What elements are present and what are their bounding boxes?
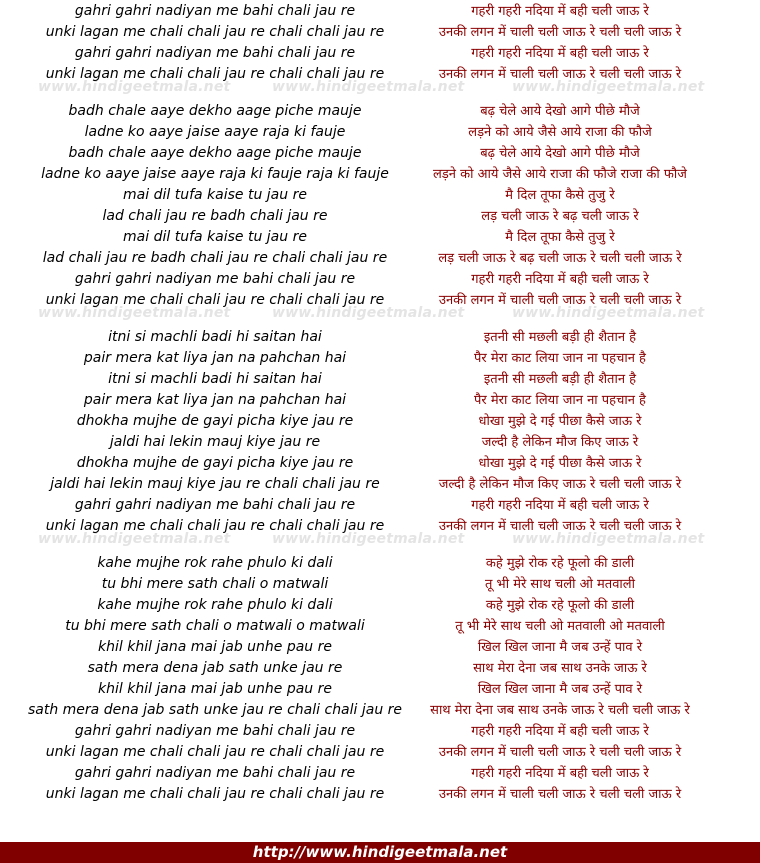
hindi-lyric-line: गहरी गहरी नदिया में बही चली जाऊ रे xyxy=(471,724,649,739)
hindi-lyric-line: कहे मुझे रोक रहे फूलो की डाली xyxy=(485,556,635,571)
hindi-lyric-line: गहरी गहरी नदिया में बही चली जाऊ रे xyxy=(471,4,649,19)
roman-lyric-line: ladne ko aaye jaise aaye raja ki fauje raja ki fauje xyxy=(41,166,389,182)
watermark-text: www.hindigeetmala.net xyxy=(272,305,465,321)
hindi-lyric-line: साथ मेरा देना जब साथ उनके जाऊ रे चली चली जाऊ रे xyxy=(430,703,690,718)
roman-lyric-line: badh chale aaye dekho aage piche mauje xyxy=(68,103,362,119)
roman-lyric-line: tu bhi mere sath chali o matwali xyxy=(101,576,329,592)
hindi-lyric-line: लड़ने को आये जैसे आये राजा की फौजे राजा की फौजे xyxy=(433,167,687,182)
watermark-text: www.hindigeetmala.net xyxy=(38,531,231,547)
roman-lyric-line: khil khil jana mai jab unhe pau re xyxy=(98,639,332,655)
roman-lyric-line: unki lagan me chali chali jau re chali chali jau re xyxy=(45,786,385,802)
roman-lyric-line: mai dil tufa kaise tu jau re xyxy=(123,187,307,203)
roman-lyric-line: gahri gahri nadiyan me bahi chali jau re xyxy=(74,271,356,287)
hindi-lyric-line: पैर मेरा काट लिया जान ना पहचान है xyxy=(474,351,646,366)
hindi-lyric-line: खिल खिल जाना मै जब उन्हें पाव रे xyxy=(477,682,643,697)
watermark-text: www.hindigeetmala.net xyxy=(272,531,465,547)
site-link[interactable]: http://www.hindigeetmala.net xyxy=(252,843,508,861)
watermark-text: www.hindigeetmala.net xyxy=(512,305,705,321)
roman-lyric-line: kahe mujhe rok rahe phulo ki dali xyxy=(97,597,333,613)
roman-lyric-line: dhokha mujhe de gayi picha kiye jau re xyxy=(76,413,354,429)
hindi-lyric-line: उनकी लगन में चाली चली जाऊ रे चली चली जाऊ रे xyxy=(438,67,682,82)
roman-lyric-line: gahri gahri nadiyan me bahi chali jau re xyxy=(74,3,356,19)
watermark-text: www.hindigeetmala.net xyxy=(38,79,231,95)
roman-lyric-line: unki lagan me chali chali jau re chali chali jau re xyxy=(45,744,385,760)
roman-lyric-line: gahri gahri nadiyan me bahi chali jau re xyxy=(74,765,356,781)
hindi-lyric-line: गहरी गहरी नदिया में बही चली जाऊ रे xyxy=(471,498,649,513)
site-footer-bar xyxy=(0,842,760,863)
hindi-lyric-line: जल्दी है लेकिन मौज किए जाऊ रे xyxy=(481,435,639,450)
hindi-lyric-line: गहरी गहरी नदिया में बही चली जाऊ रे xyxy=(471,46,649,61)
hindi-lyric-line: खिल खिल जाना मै जब उन्हें पाव रे xyxy=(477,640,643,655)
roman-lyric-line: itni si machli badi hi saitan hai xyxy=(108,329,322,345)
hindi-lyric-line: साथ मेरा देना जब साथ उनके जाऊ रे xyxy=(473,661,647,676)
hindi-lyric-line: उनकी लगन में चाली चली जाऊ रे चली चली जाऊ रे xyxy=(438,745,682,760)
roman-lyric-line: lad chali jau re badh chali jau re xyxy=(102,208,328,224)
hindi-lyric-line: तू भी मेरे साथ चली ओ मतवाली ओ मतवाली xyxy=(455,619,665,634)
roman-lyric-line: lad chali jau re badh chali jau re chali chali jau re xyxy=(42,250,388,266)
hindi-lyric-line: उनकी लगन में चाली चली जाऊ रे चली चली जाऊ रे xyxy=(438,25,682,40)
roman-lyric-line: gahri gahri nadiyan me bahi chali jau re xyxy=(74,45,356,61)
hindi-lyric-line: उनकी लगन में चाली चली जाऊ रे चली चली जाऊ रे xyxy=(438,293,682,308)
hindi-lyric-line: बढ़ चेले आये देखो आगे पीछे मौजे xyxy=(480,146,640,161)
hindi-lyric-line: धोखा मुझे दे गई पीछा कैसे जाऊ रे xyxy=(478,456,642,471)
hindi-lyric-line: धोखा मुझे दे गई पीछा कैसे जाऊ रे xyxy=(478,414,642,429)
hindi-lyric-line: जल्दी है लेकिन मौज किए जाऊ रे चली चली जाऊ रे xyxy=(438,477,682,492)
hindi-lyric-line: लड़ने को आये जैसे आये राजा की फौजे xyxy=(468,125,652,140)
roman-lyric-line: unki lagan me chali chali jau re chali chali jau re xyxy=(45,518,385,534)
roman-lyric-line: jaldi hai lekin mauj kiye jau re chali chali jau re xyxy=(50,476,380,492)
roman-lyric-line: pair mera kat liya jan na pahchan hai xyxy=(83,392,347,408)
watermark-text: www.hindigeetmala.net xyxy=(512,531,705,547)
roman-lyric-line: jaldi hai lekin mauj kiye jau re xyxy=(109,434,321,450)
roman-lyric-line: kahe mujhe rok rahe phulo ki dali xyxy=(97,555,333,571)
hindi-lyric-line: कहे मुझे रोक रहे फूलो की डाली xyxy=(485,598,635,613)
roman-lyric-line: tu bhi mere sath chali o matwali o matwali xyxy=(65,618,365,634)
roman-lyric-line: mai dil tufa kaise tu jau re xyxy=(123,229,307,245)
roman-lyric-line: khil khil jana mai jab unhe pau re xyxy=(98,681,332,697)
roman-lyric-line: sath mera dena jab sath unke jau re chali chali jau re xyxy=(27,702,403,718)
hindi-lyric-line: बढ़ चेले आये देखो आगे पीछे मौजे xyxy=(480,104,640,119)
hindi-lyric-line: इतनी सी मछली बड़ी ही शैतान है xyxy=(483,372,637,387)
hindi-lyric-line: लड़ चली जाऊ रे बढ़ चली जाऊ रे xyxy=(481,209,639,224)
hindi-lyric-line: पैर मेरा काट लिया जान ना पहचान है xyxy=(474,393,646,408)
roman-lyric-line: unki lagan me chali chali jau re chali chali jau re xyxy=(45,292,385,308)
hindi-lyric-line: मै दिल तूफा कैसे तुजु रे xyxy=(505,188,615,203)
hindi-lyric-line: इतनी सी मछली बड़ी ही शैतान है xyxy=(483,330,637,345)
watermark-text: www.hindigeetmala.net xyxy=(512,79,705,95)
watermark-text: www.hindigeetmala.net xyxy=(272,79,465,95)
hindi-lyric-line: गहरी गहरी नदिया में बही चली जाऊ रे xyxy=(471,272,649,287)
roman-lyric-line: pair mera kat liya jan na pahchan hai xyxy=(83,350,347,366)
roman-lyric-line: ladne ko aaye jaise aaye raja ki fauje xyxy=(84,124,346,140)
roman-lyric-line: gahri gahri nadiyan me bahi chali jau re xyxy=(74,723,356,739)
hindi-lyric-line: गहरी गहरी नदिया में बही चली जाऊ रे xyxy=(471,766,649,781)
hindi-lyric-line: तू भी मेरे साथ चली ओ मतवाली xyxy=(485,577,635,592)
hindi-lyric-line: लड़ चली जाऊ रे बढ़ चली जाऊ रे चली चली जाऊ रे xyxy=(438,251,682,266)
hindi-lyric-line: उनकी लगन में चाली चली जाऊ रे चली चली जाऊ रे xyxy=(438,519,682,534)
watermark-text: www.hindigeetmala.net xyxy=(38,305,231,321)
roman-lyric-line: unki lagan me chali chali jau re chali chali jau re xyxy=(45,66,385,82)
hindi-lyric-line: उनकी लगन में चाली चली जाऊ रे चली चली जाऊ रे xyxy=(438,787,682,802)
hindi-lyric-line: मै दिल तूफा कैसे तुजु रे xyxy=(505,230,615,245)
roman-lyric-line: badh chale aaye dekho aage piche mauje xyxy=(68,145,362,161)
roman-lyric-line: gahri gahri nadiyan me bahi chali jau re xyxy=(74,497,356,513)
roman-lyric-line: itni si machli badi hi saitan hai xyxy=(108,371,322,387)
roman-lyric-line: unki lagan me chali chali jau re chali chali jau re xyxy=(45,24,385,40)
roman-lyric-line: dhokha mujhe de gayi picha kiye jau re xyxy=(76,455,354,471)
roman-lyric-line: sath mera dena jab sath unke jau re xyxy=(87,660,343,676)
